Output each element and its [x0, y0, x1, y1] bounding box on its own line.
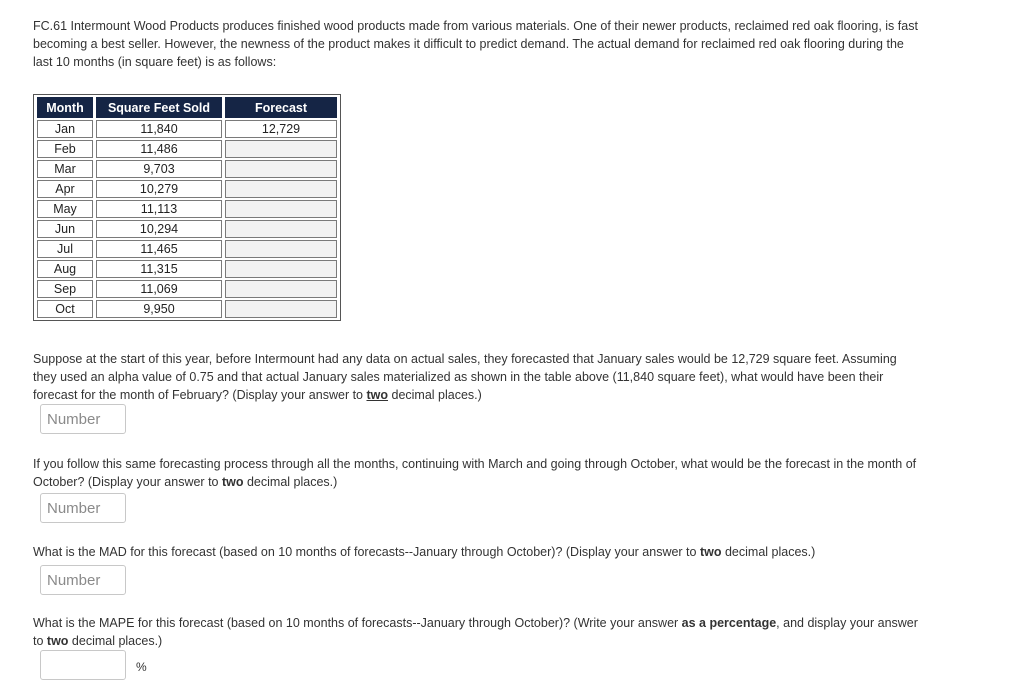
month-cell: Feb — [37, 140, 93, 158]
forecast-cell — [225, 260, 337, 278]
month-cell: Oct — [37, 300, 93, 318]
month-cell: Aug — [37, 260, 93, 278]
table-header-row — [37, 97, 337, 118]
forecast-cell — [225, 240, 337, 258]
square-feet-cell: 9,703 — [96, 160, 222, 178]
month-cell: Jul — [37, 240, 93, 258]
square-feet-cell: 11,113 — [96, 200, 222, 218]
forecast-cell — [225, 220, 337, 238]
square-feet-cell: 11,069 — [96, 280, 222, 298]
problem-intro: FC.61 Intermount Wood Products produces finished wood products made from various materials. One of their newer products, reclaimed red oak flooring, is fast becoming a best seller. However, the newness of the product makes it difficult to predict demand. The actual demand for reclaimed red oak flooring during the last 10 months (in square feet) is as follows: — [33, 19, 918, 69]
forecast-cell — [225, 160, 337, 178]
square-feet-cell: 11,840 — [96, 120, 222, 138]
month-cell: Mar — [37, 160, 93, 178]
month-cell: Apr — [37, 180, 93, 198]
question-1-text: Suppose at the start of this year, before Intermount had any data on actual sales, they forecasted that January sales would be 12,729 square feet. Assuming they used an alpha value of 0.75 and that actual January sales materialized as shown in the table above (11,840 square feet), what would have been their forecast for the month of February? (Display your answer to two decimal places.) — [33, 352, 897, 402]
table-row — [37, 160, 337, 178]
table-row — [37, 200, 337, 218]
february-forecast-input[interactable] — [40, 404, 126, 434]
forecast-cell — [225, 180, 337, 198]
forecast-cell — [225, 140, 337, 158]
table-row — [37, 120, 337, 138]
demand-table — [33, 94, 341, 321]
forecast-cell — [225, 280, 337, 298]
forecast-cell — [225, 200, 337, 218]
table-row — [37, 180, 337, 198]
month-cell: Jun — [37, 220, 93, 238]
square-feet-cell: 11,315 — [96, 260, 222, 278]
month-cell: Sep — [37, 280, 93, 298]
square-feet-cell: 10,279 — [96, 180, 222, 198]
table-row — [37, 220, 337, 238]
question-4-text: What is the MAPE for this forecast (based on 10 months of forecasts--January through October)? (Write your answer as a percentage, and display your answer to two decimal places.) — [33, 616, 918, 648]
table-row — [37, 260, 337, 278]
square-feet-cell: 10,294 — [96, 220, 222, 238]
table-row — [37, 140, 337, 158]
header-square-feet: Square Feet Sold — [96, 97, 222, 118]
table-row — [37, 300, 337, 318]
square-feet-cell: 11,465 — [96, 240, 222, 258]
forecast-cell — [225, 300, 337, 318]
question-3-text: What is the MAD for this forecast (based on 10 months of forecasts--January through October)? (Display your answer to two decimal places.) — [33, 545, 816, 559]
header-forecast: Forecast — [225, 97, 337, 118]
table-row — [37, 280, 337, 298]
mape-input[interactable] — [40, 650, 126, 680]
square-feet-cell: 11,486 — [96, 140, 222, 158]
table-row — [37, 240, 337, 258]
october-forecast-input[interactable] — [40, 493, 126, 523]
month-cell: Jan — [37, 120, 93, 138]
mad-input[interactable] — [40, 565, 126, 595]
month-cell: May — [37, 200, 93, 218]
square-feet-cell: 9,950 — [96, 300, 222, 318]
question-2-text: If you follow this same forecasting process through all the months, continuing with March and going through October, what would be the forecast in the month of October? (Display your answer to two decimal places.) — [33, 457, 917, 489]
percent-unit: % — [136, 660, 147, 674]
forecast-cell: 12,729 — [225, 120, 337, 138]
header-month: Month — [37, 97, 93, 118]
